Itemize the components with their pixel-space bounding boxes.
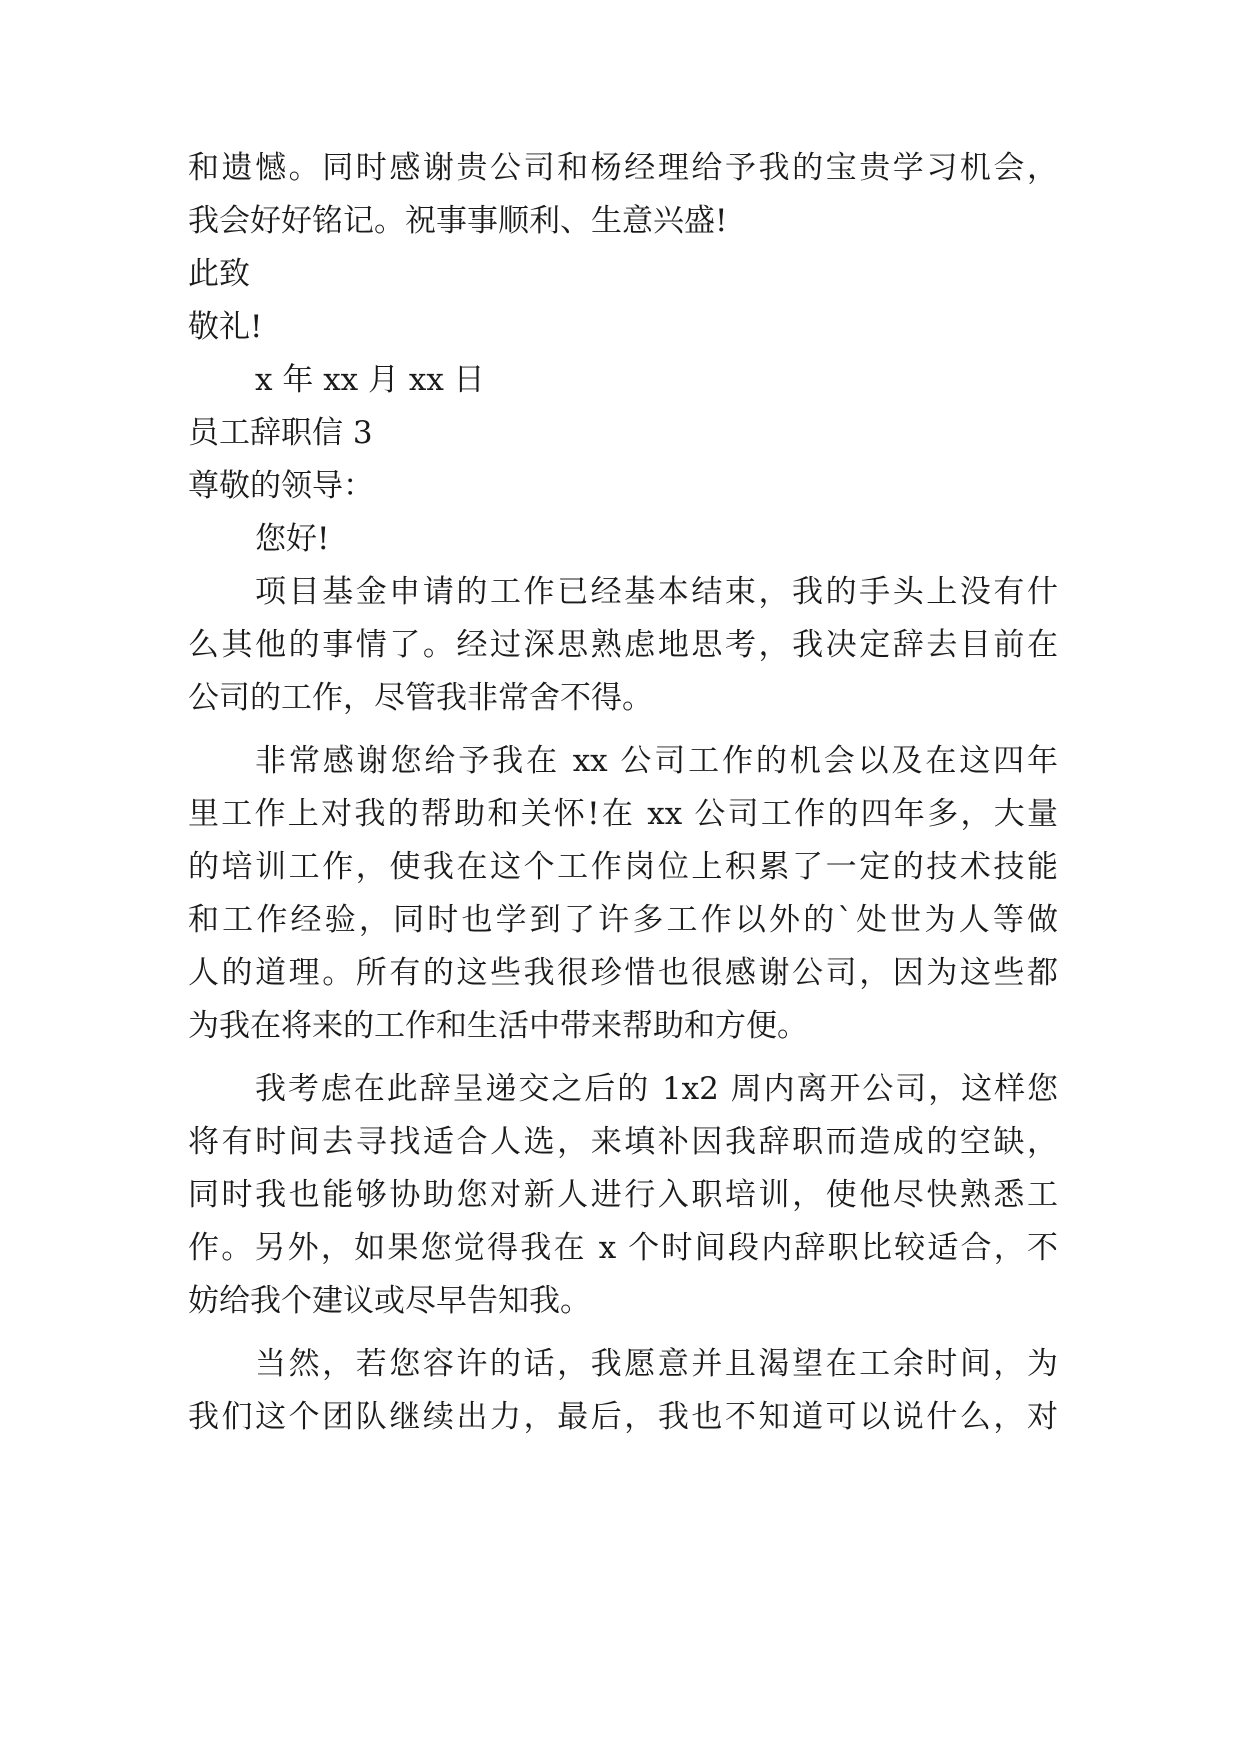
body-line: 里工作上对我的帮助和关怀!在 xx 公司工作的四年多，大量 bbox=[188, 796, 1058, 832]
greeting-line: 尊敬的领导： bbox=[188, 468, 374, 504]
body-line: 妨给我个建议或尽早告知我。 bbox=[188, 1283, 591, 1319]
date-line: x 年 xx 月 xx 日 bbox=[255, 362, 485, 398]
body-line: 公司的工作，尽管我非常舍不得。 bbox=[188, 680, 653, 716]
body-line: 我们这个团队继续出力，最后，我也不知道可以说什么，对 bbox=[188, 1399, 1058, 1435]
body-line: 和遗憾。同时感谢贵公司和杨经理给予我的宝贵学习机会， bbox=[188, 150, 1058, 186]
body-line: 我会好好铭记。祝事事顺利、生意兴盛! bbox=[188, 203, 728, 239]
body-line: 么其他的事情了。经过深思熟虑地思考，我决定辞去目前在 bbox=[188, 627, 1058, 663]
body-line: 的培训工作，使我在这个工作岗位上积累了一定的技术技能 bbox=[188, 849, 1058, 885]
body-line: 为我在将来的工作和生活中带来帮助和方便。 bbox=[188, 1008, 808, 1044]
body-line: 我考虑在此辞呈递交之后的 1x2 周内离开公司，这样您 bbox=[255, 1071, 1058, 1107]
salutation-line: 此致 bbox=[188, 256, 250, 292]
body-line: 同时我也能够协助您对新人进行入职培训，使他尽快熟悉工 bbox=[188, 1177, 1058, 1213]
body-line: 和工作经验，同时也学到了许多工作以外的`处世为人等做 bbox=[188, 902, 1058, 938]
salutation-line: 敬礼! bbox=[188, 309, 263, 345]
body-line: 人的道理。所有的这些我很珍惜也很感谢公司，因为这些都 bbox=[188, 955, 1058, 991]
body-line: 当然，若您容许的话，我愿意并且渴望在工余时间，为 bbox=[255, 1346, 1058, 1382]
body-line: 作。另外，如果您觉得我在 x 个时间段内辞职比较适合，不 bbox=[188, 1230, 1058, 1266]
hello-line: 您好! bbox=[255, 521, 330, 557]
body-line: 将有时间去寻找适合人选，来填补因我辞职而造成的空缺， bbox=[188, 1124, 1058, 1160]
body-line: 非常感谢您给予我在 xx 公司工作的机会以及在这四年 bbox=[255, 743, 1058, 779]
body-line: 项目基金申请的工作已经基本结束，我的手头上没有什 bbox=[255, 574, 1058, 610]
letter-title: 员工辞职信 3 bbox=[188, 415, 373, 451]
